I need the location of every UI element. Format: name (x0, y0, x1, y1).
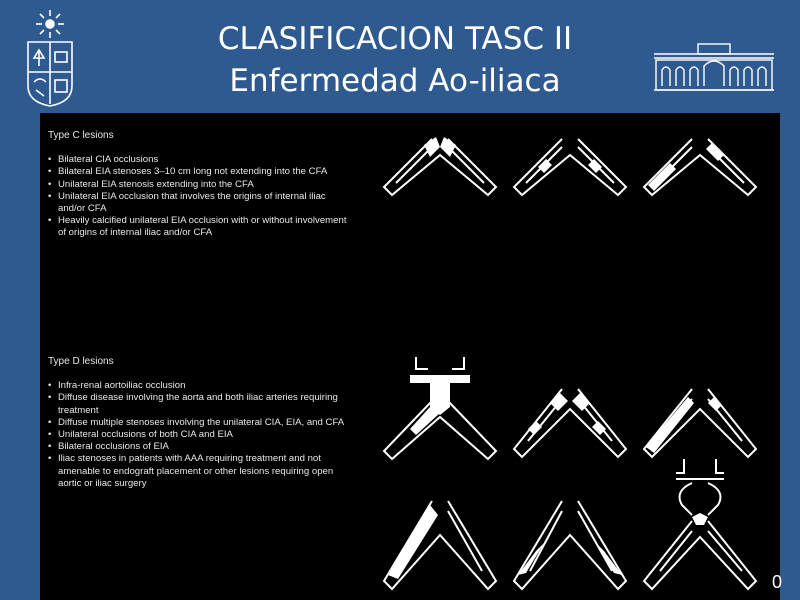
title-line-2: Enfermedad Ao-iliaca (229, 63, 561, 99)
type-d-block (48, 356, 348, 490)
list-item: • Heavily calcified unilateral EIA occlusion with or without involvement of origins of internal iliac and/or CFA (48, 215, 348, 239)
artery-diagram-d6 (640, 455, 760, 600)
artery-diagram-d1 (380, 353, 500, 469)
page-number: 0 (772, 572, 783, 592)
list-item: • Bilateral EIA stenoses 3–10 cm long not extending into the CFA (48, 166, 348, 178)
tasc-figure-panel (40, 113, 783, 600)
page-title (150, 18, 640, 102)
artery-diagram-d2 (510, 383, 630, 469)
type-d-list (48, 380, 348, 490)
artery-diagram-c1 (380, 133, 500, 205)
list-item: • Iliac stenoses in patients with AAA requiring treatment and not amenable to endograft placement or other lesions requiring open aortic or iliac surgery (48, 453, 348, 490)
type-d-title: Type D lesions (48, 356, 114, 367)
title-line-1: CLASIFICACION TASC II (217, 21, 573, 57)
list-item: • Bilateral occlusions of EIA (48, 441, 348, 453)
type-c-block (48, 130, 348, 240)
type-c-list (48, 154, 348, 239)
list-item: • Diffuse disease involving the aorta and both iliac arteries requiring treatment (48, 392, 348, 416)
list-item: • Unilateral EIA occlusion that involves the origins of internal iliac and/or CFA (48, 191, 348, 215)
artery-diagram-c2 (510, 133, 630, 205)
list-item: • Unilateral EIA stenosis extending into the CFA (48, 179, 348, 191)
university-seal-icon (22, 8, 78, 108)
list-item: • Bilateral CIA occlusions (48, 154, 348, 166)
building-facade-icon (652, 40, 776, 94)
list-item: • Infra-renal aortoiliac occlusion (48, 380, 348, 392)
artery-diagram-c3 (640, 133, 760, 205)
list-item: • Unilateral occlusions of both CIA and EIA (48, 429, 348, 441)
type-c-title: Type C lesions (48, 130, 114, 141)
artery-diagram-d4 (380, 495, 500, 600)
list-item: • Diffuse multiple stenoses involving the unilateral CIA, EIA, and CFA (48, 417, 348, 429)
artery-diagram-d5 (510, 495, 630, 600)
